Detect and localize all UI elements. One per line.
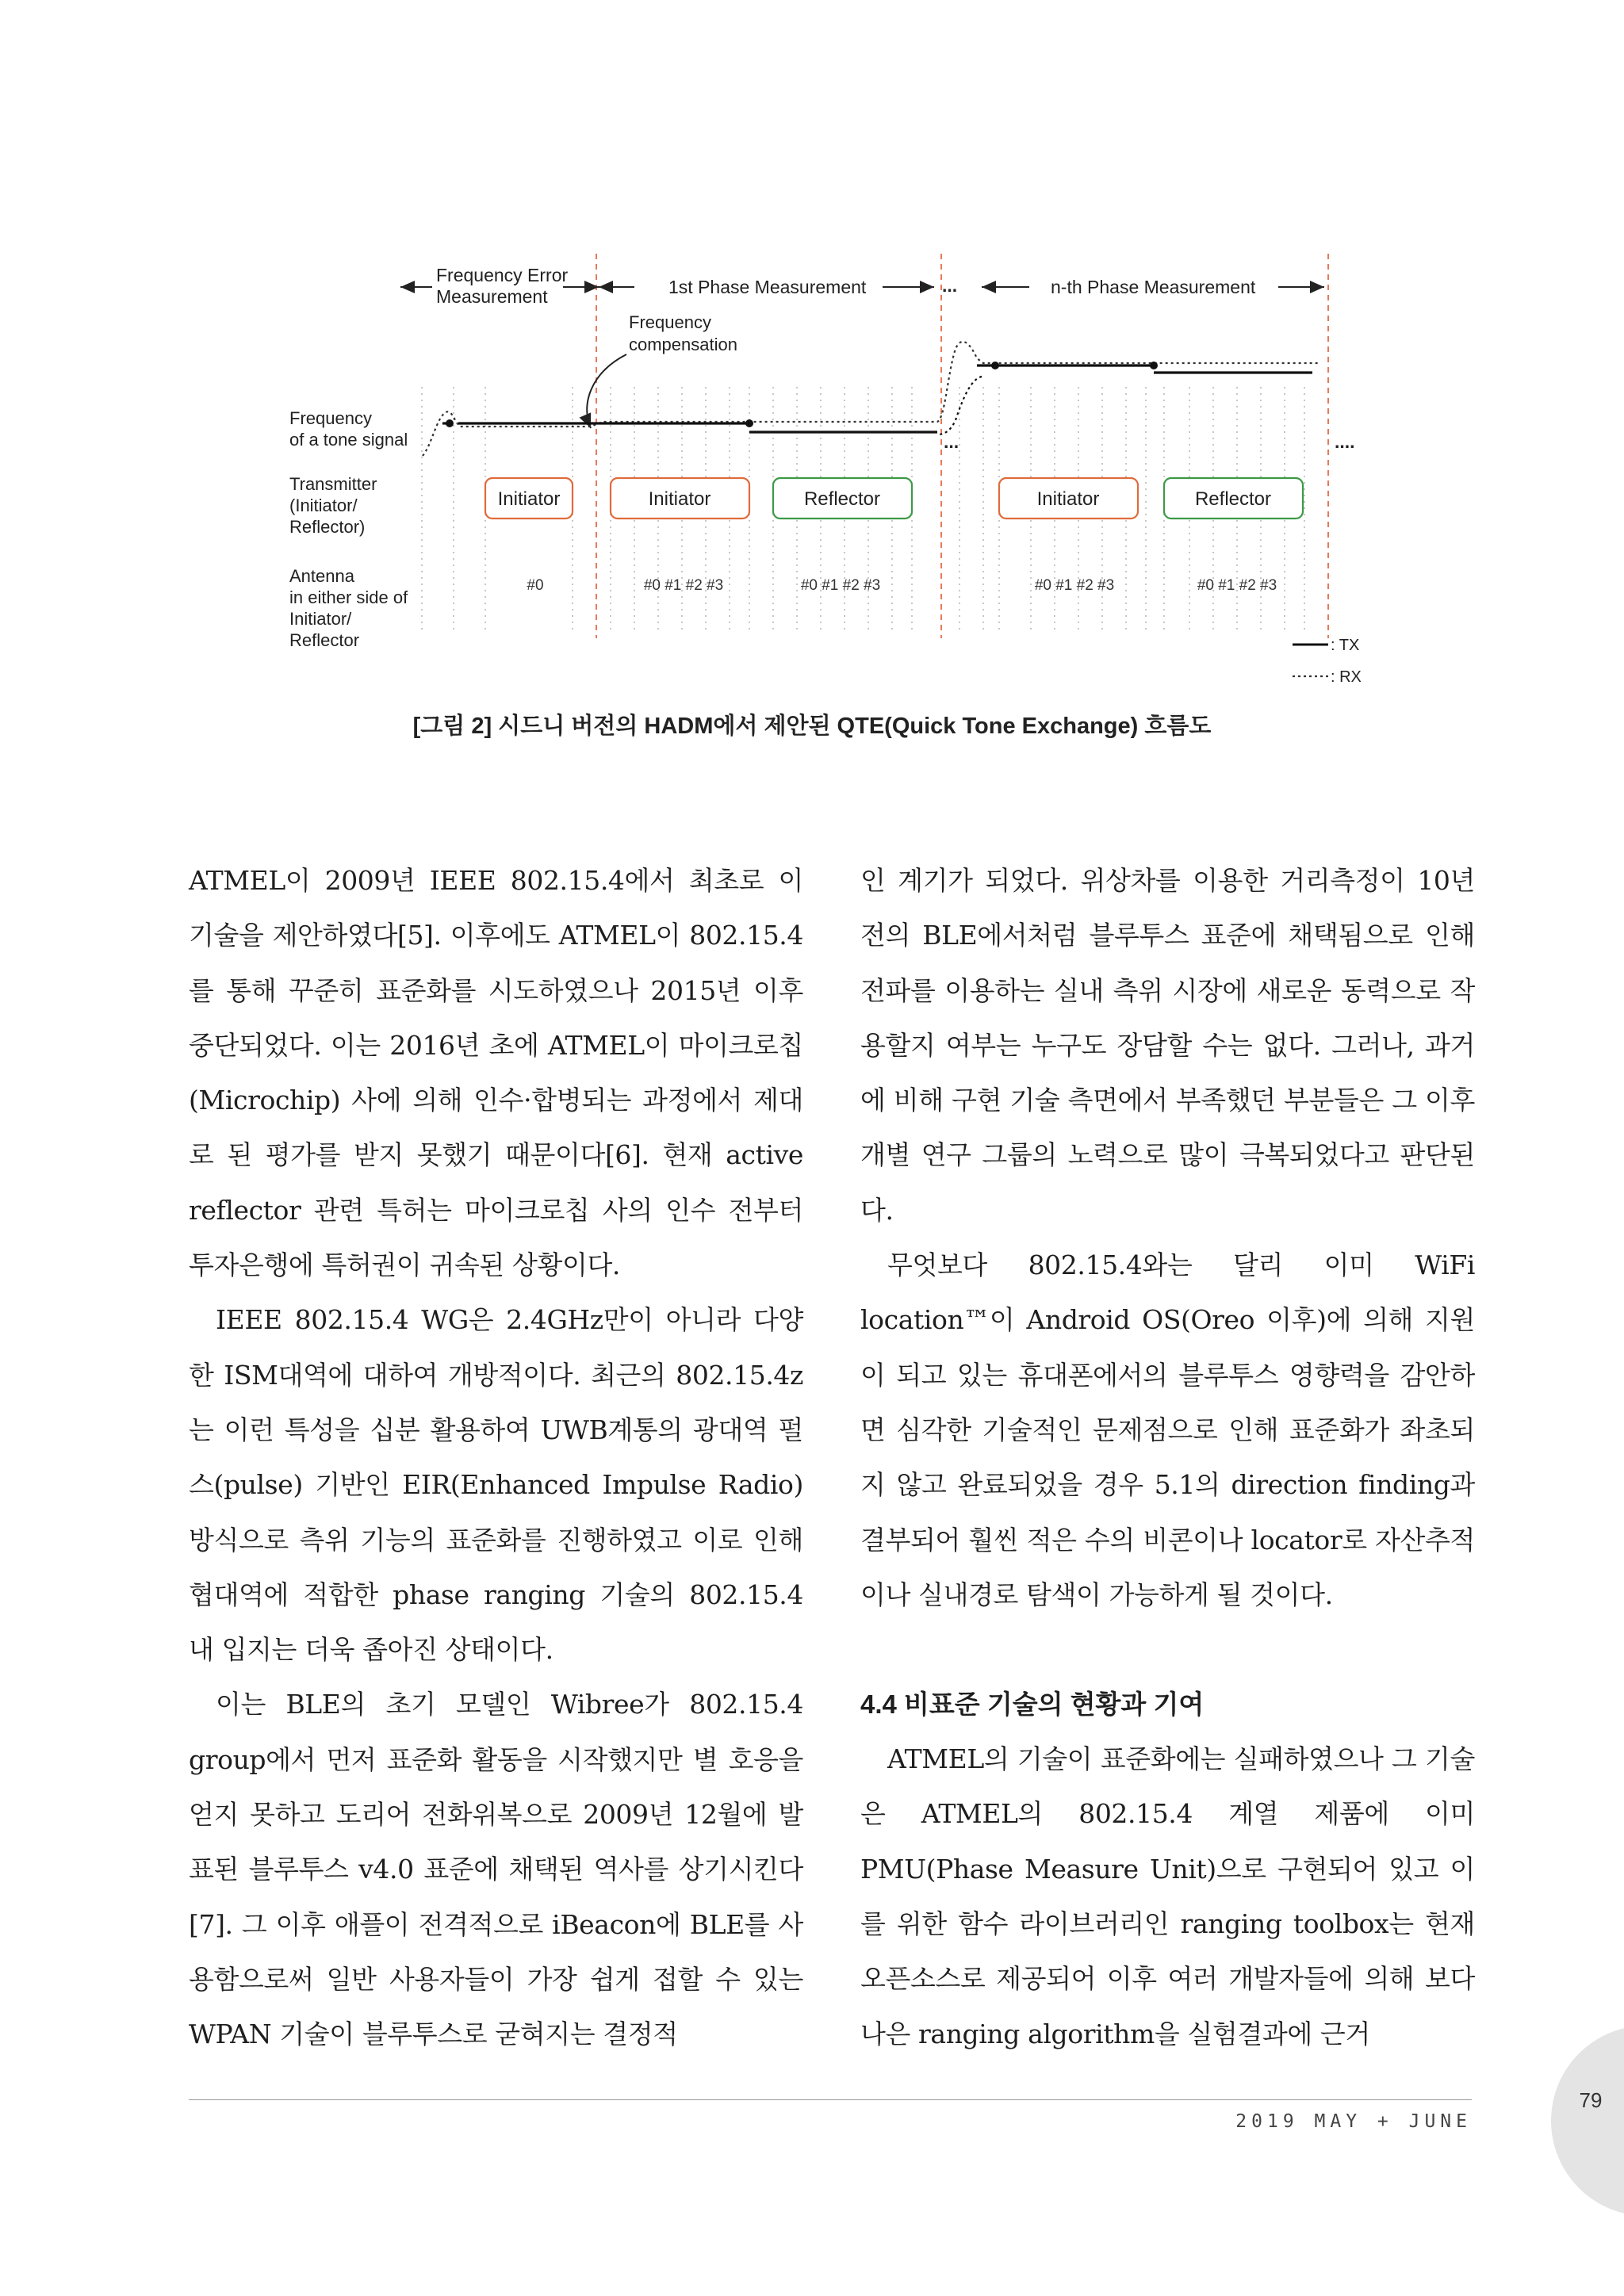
row-label-antenna-2: in either side of (289, 587, 408, 607)
reflector-box-1-label: Reflector (803, 488, 881, 510)
initiator-box-1 (485, 478, 573, 519)
initiator-box-3 (999, 478, 1138, 519)
antenna-label-2: #0 #1 #2 #3 (643, 577, 724, 594)
page-number-tab (1551, 2026, 1624, 2216)
freq-error-label-2: Measurement (436, 286, 548, 307)
compensation-label-2: compensation (629, 335, 737, 354)
antenna-label-4: #0 #1 #2 #3 (1034, 577, 1115, 594)
qte-flow-figure (0, 0, 1624, 761)
left-column (189, 853, 803, 2062)
ellipsis-middle: ... (944, 431, 959, 452)
freq-error-label-1: Frequency Error (436, 265, 569, 285)
antenna-label-1: #0 (527, 577, 544, 594)
compensation-pointer (587, 354, 626, 428)
trailing-dots: .... (1335, 431, 1355, 452)
right-column (860, 853, 1475, 2061)
initiator-box-2 (611, 478, 749, 519)
initiator-box-1-label: Initiator (497, 488, 561, 510)
footer-rule (189, 2099, 1472, 2100)
left-paragraph-1: ATMEL이 2009년 IEEE 802.15.4에서 최초로 이 기술을 제안하였다[5]. 이후에도 ATMEL이 802.15.4를 통해 꾸준히 표준화를 시도하였으나 2015년 이후 중단되었다. 이는 2016년 초에 ATMEL이 마이크로칩(Microchip) 사에 의해 인수·합병되는 과정에서 제대로 된 평가를 받지 못했기 때문이다[6]. 현재 active reflector 관련 특허는 마이크로칩 사의 인수 전부터 투자은행에 특허권이 귀속된 상황이다. (189, 865, 803, 1281)
phase-1-label: 1st Phase Measurement (668, 277, 867, 297)
reflector-box-2-label: Reflector (1194, 488, 1272, 510)
row-label-transmitter-3: Reflector) (289, 517, 366, 537)
legend-tx: : TX (1331, 637, 1360, 654)
right-paragraph-1: 인 계기가 되었다. 위상차를 이용한 거리측정이 10년 전의 BLE에서처럼 블루투스 표준에 채택됨으로 인해 전파를 이용하는 실내 측위 시장에 새로운 동력으로 작용할지 여부는 누구도 장담할 수는 없다. 그러나, 과거에 비해 구현 기술 측면에서 부족했던 부분들은 그 이후 개별 연구 그룹의 노력으로 많이 극복되었다고 판단된다. (860, 865, 1475, 1226)
row-label-transmitter-1: Transmitter (289, 474, 377, 494)
qte-diagram (0, 0, 1624, 761)
right-paragraph-2: 무엇보다 802.15.4와는 달리 이미 WiFi location™이 Android OS(Oreo 이후)에 의해 지원이 되고 있는 휴대폰에서의 블루투스 영향력을 감안하면 심각한 기술적인 문제점으로 인해 표준화가 좌초되지 않고 완료되었을 경우 5.1의 direction finding과 결부되어 훨씬 적은 수의 비콘이나 locator로 자산추적이나 실내경로 탐색이 가능하게 될 것이다. (860, 1249, 1475, 1610)
rx-frequency-curve (423, 342, 1318, 456)
section-heading: 4.4 비표준 기술의 현황과 기여 (860, 1689, 1205, 1720)
reflector-box-2 (1164, 478, 1303, 519)
right-paragraph-3: ATMEL의 기술이 표준화에는 실패하였으나 그 기술은 ATMEL의 802.15.4 계열 제품에 이미 PMU(Phase Measure Unit)으로 구현되어 있고 이를 위한 함수 라이브러리인 ranging toolbox는 현재 오픈소스로 제공되어 이후 여러 개발자들에 의해 보다 나은 ranging algorithm을 실험결과에 근거 (860, 1743, 1475, 2049)
issue-label: 2019 MAY + JUNE (1235, 2111, 1472, 2132)
row-label-frequency-2: of a tone signal (289, 430, 408, 450)
antenna-label-3: #0 #1 #2 #3 (800, 577, 881, 594)
legend-rx: : RX (1331, 668, 1362, 686)
figure-caption: [그림 2] 시드니 버전의 HADM에서 제안된 QTE(Quick Tone Exchange) 흐름도 (412, 714, 1212, 739)
antenna-label-5: #0 #1 #2 #3 (1197, 577, 1277, 594)
row-label-frequency-1: Frequency (289, 408, 372, 428)
compensation-label-1: Frequency (629, 312, 711, 332)
row-label-transmitter-2: (Initiator/ (289, 496, 358, 515)
initiator-box-3-label: Initiator (1036, 488, 1100, 510)
left-paragraph-3: 이는 BLE의 초기 모델인 Wibree가 802.15.4 group에서 먼저 표준화 활동을 시작했지만 별 호응을 얻지 못하고 도리어 전화위복으로 2009년 12월에 발표된 블루투스 v4.0 표준에 채택된 역사를 상기시킨다[7]. 그 이후 애플이 전격적으로 iBeacon에 BLE를 사용함으로써 일반 사용자들이 가장 쉽게 접할 수 있는 WPAN 기술이 블루투스로 굳혀지는 결정적 (189, 1689, 803, 2050)
row-label-antenna-1: Antenna (289, 566, 354, 586)
frequency-points (446, 362, 1158, 427)
left-paragraph-2: IEEE 802.15.4 WG은 2.4GHz만이 아니라 다양한 ISM대역에 대하여 개방적이다. 최근의 802.15.4z는 이런 특성을 십분 활용하여 UWB계통의 광대역 펄스(pulse) 기반인 EIR(Enhanced Impulse Radio) 방식으로 측위 기능의 표준화를 진행하였고 이로 인해 협대역에 적합한 phase ranging 기술의 802.15.4 내 입지는 더욱 좁아진 상태이다. (189, 1304, 803, 1666)
page-number: 79 (1579, 2088, 1603, 2112)
legend (1293, 637, 1362, 686)
reflector-box-1 (773, 478, 912, 519)
row-label-antenna-3: Initiator/ (289, 609, 352, 629)
row-label-antenna-4: Reflector (289, 630, 360, 650)
section-spacer (860, 1622, 1475, 1677)
phase-n-label: n-th Phase Measurement (1051, 277, 1256, 297)
ellipsis-top: ... (942, 275, 958, 296)
initiator-box-2-label: Initiator (648, 488, 711, 510)
